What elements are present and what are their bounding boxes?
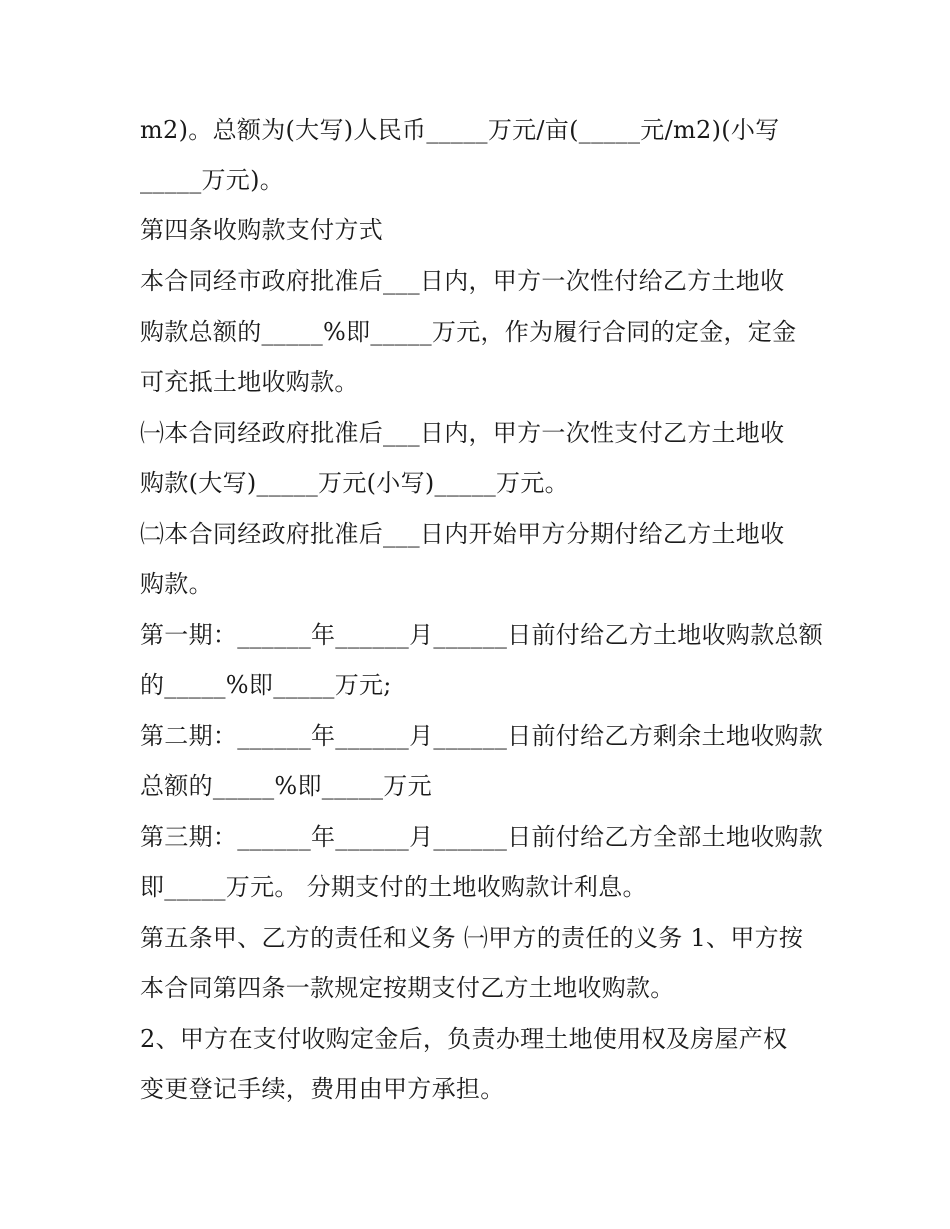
text-line: 变更登记手续，费用由甲方承担。 — [140, 1075, 505, 1103]
text-line: 购款(大写)_____万元(小写)_____万元。 — [140, 469, 569, 497]
text-line: 第五条甲、乙方的责任和义务 ㈠甲方的责任的义务 1、甲方按 — [140, 924, 804, 952]
text-line: 2、甲方在支付收购定金后，负责办理土地使用权及房屋产权 — [140, 1025, 788, 1053]
text-line: 总额的_____%即_____万元 — [140, 772, 432, 800]
text-line: m2)。总额为(大写)人民币_____万元/亩(_____元/m2)(小写 — [140, 116, 780, 144]
text-line: ㈡本合同经政府批准后___日内开始甲方分期付给乙方土地收 — [140, 520, 785, 548]
text-line: 第三期：______年______月______日前付给乙方全部土地收购款 — [140, 823, 824, 851]
text-line: _____万元)。 — [140, 166, 285, 194]
text-line: 第二期：______年______月______日前付给乙方剩余土地收购款 — [140, 722, 824, 750]
text-line: ㈠本合同经政府批准后___日内，甲方一次性支付乙方土地收 — [140, 419, 785, 447]
text-line: 第一期：______年______月______日前付给乙方土地收购款总额 — [140, 621, 824, 649]
text-line: 购款总额的_____%即_____万元，作为履行合同的定金，定金 — [140, 318, 797, 346]
text-line: 的_____%即_____万元; — [140, 671, 392, 699]
text-line: 本合同经市政府批准后___日内，甲方一次性付给乙方土地收 — [140, 267, 785, 295]
text-line: 本合同第四条一款规定按期支付乙方土地收购款。 — [140, 974, 675, 1002]
text-line: 可充抵土地收购款。 — [140, 368, 359, 396]
section-heading: 第四条收购款支付方式 — [140, 216, 383, 244]
text-line: 购款。 — [140, 570, 213, 598]
text-line: 即_____万元。 分期支付的土地收购款计利息。 — [140, 873, 647, 901]
